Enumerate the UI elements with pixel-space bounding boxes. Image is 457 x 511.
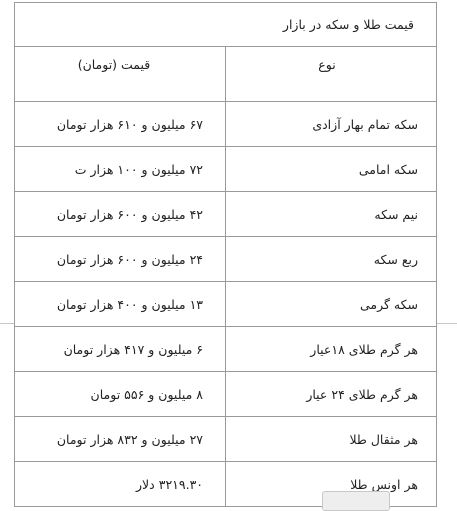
row-price-cell: ۷۲ میلیون و ۱۰۰ هزار ت (15, 147, 226, 192)
table-row (15, 192, 437, 237)
row-type-cell: نیم سکه (226, 192, 437, 237)
page-divider-right (437, 323, 457, 324)
row-type-cell: هر مثقال طلا (226, 417, 437, 462)
row-type-cell: هر گرم طلای ۱۸عیار (226, 327, 437, 372)
table-row (15, 372, 437, 417)
row-type-cell: سکه گرمی (226, 282, 437, 327)
row-type-cell: ربع سکه (226, 237, 437, 282)
row-price-cell: ۶۷ میلیون و ۶۱۰ هزار تومان (15, 102, 226, 147)
row-price-cell: ۳۲۱۹.۳۰ دلار (15, 462, 226, 507)
table-header-row (15, 47, 437, 102)
table-row (15, 327, 437, 372)
row-price-cell: ۶ میلیون و ۴۱۷ هزار تومان (15, 327, 226, 372)
table-row (15, 417, 437, 462)
row-price-cell: ۱۳ میلیون و ۴۰۰ هزار تومان (15, 282, 226, 327)
page-divider-left (0, 323, 14, 324)
table-row (15, 282, 437, 327)
row-price-cell: ۸ میلیون و ۵۵۶ تومان (15, 372, 226, 417)
row-price-cell: ۲۴ میلیون و ۶۰۰ هزار تومان (15, 237, 226, 282)
row-type-cell: هر گرم طلای ۲۴ عیار (226, 372, 437, 417)
row-price-cell: ۲۷ میلیون و ۸۳۲ هزار تومان (15, 417, 226, 462)
table-row (15, 237, 437, 282)
header-type: نوع (226, 47, 437, 102)
row-type-cell: هر اونس طلا (226, 462, 437, 507)
gold-coin-price-table (14, 2, 437, 507)
table-title-row (15, 3, 437, 47)
header-price: قیمت (تومان) (15, 47, 226, 102)
table-title: قیمت طلا و سکه در بازار (15, 3, 437, 47)
partial-button[interactable] (322, 491, 390, 511)
table-row (15, 102, 437, 147)
table-row (15, 147, 437, 192)
row-type-cell: سکه تمام بهار آزادی (226, 102, 437, 147)
row-type-cell: سکه امامی (226, 147, 437, 192)
row-price-cell: ۴۲ میلیون و ۶۰۰ هزار تومان (15, 192, 226, 237)
